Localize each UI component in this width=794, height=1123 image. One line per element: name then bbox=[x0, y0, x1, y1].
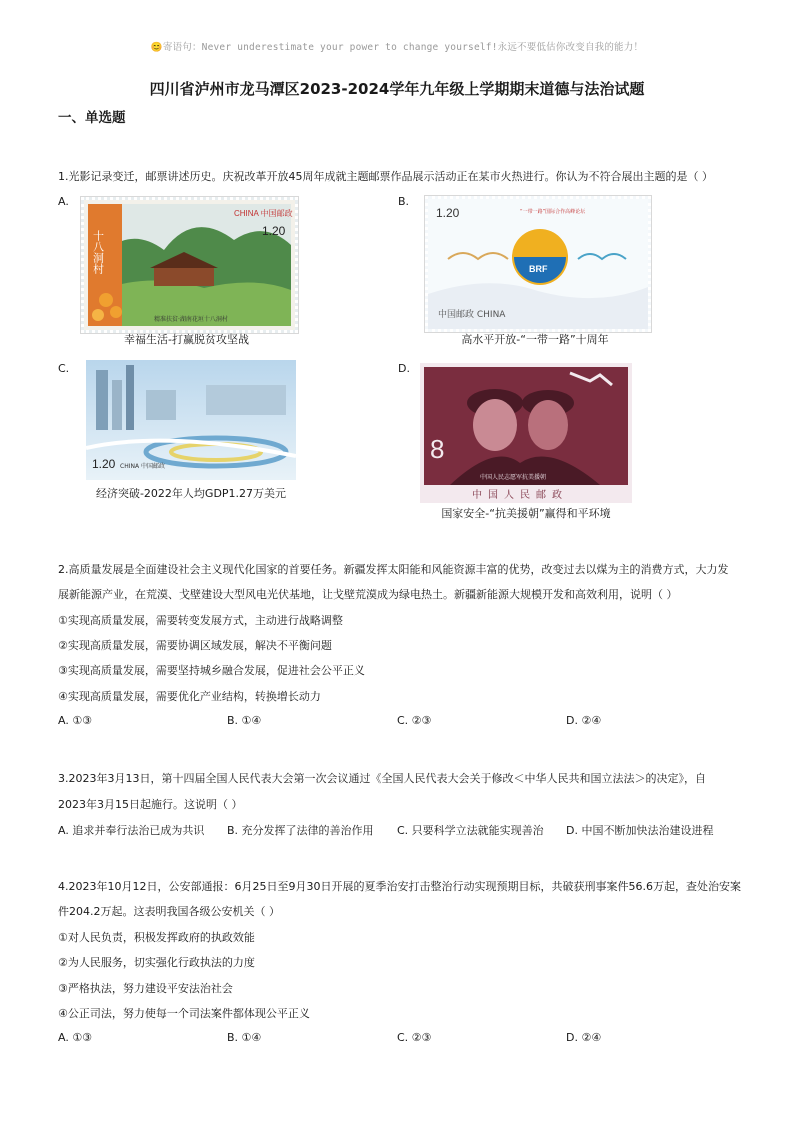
q3-choice-d[interactable]: D. 中国不断加快法治建设进程 bbox=[566, 824, 714, 837]
q2-choice-d[interactable]: D. ②④ bbox=[566, 714, 602, 727]
q1-option-b-label: B. bbox=[398, 195, 410, 208]
q4-item-1: ①对人民负责，积极发挥政府的执政效能 bbox=[58, 931, 255, 944]
stamp-b-logo-text: BRF bbox=[529, 264, 548, 274]
q1-option-d-caption: 国家安全-“抗美援朝”赢得和平环境 bbox=[441, 507, 611, 520]
q4-choice-c[interactable]: C. ②③ bbox=[397, 1031, 432, 1044]
question-3-stem-line-2: 2023年3月15日起施行。这说明（ ） bbox=[58, 798, 243, 811]
stamp-d-illustration bbox=[420, 363, 632, 503]
q1-option-c-label: C. bbox=[58, 362, 70, 375]
q3-choice-b[interactable]: B. 充分发挥了法律的善治作用 bbox=[227, 824, 374, 837]
q3-choice-c[interactable]: C. 只要科学立法就能实现善治 bbox=[397, 824, 544, 837]
question-3-stem-line-1: 3.2023年3月13日，第十四届全国人民代表大会第一次会议通过《全国人民代表大会关于修改＜中华人民共和国立法法＞的决定》，自 bbox=[58, 772, 706, 785]
q2-item-2: ②实现高质量发展，需要协调区域发展，解决不平衡问题 bbox=[58, 639, 332, 652]
q2-item-3: ③实现高质量发展，需要坚持城乡融合发展，促进社会公平正义 bbox=[58, 664, 365, 677]
q1-option-a-label: A. bbox=[58, 195, 69, 208]
stamp-c-country: CHINA 中国邮政 bbox=[120, 463, 165, 470]
stamp-a-illustration bbox=[84, 200, 295, 330]
stamp-b-illustration bbox=[428, 199, 648, 329]
q2-choice-c[interactable]: C. ②③ bbox=[397, 714, 432, 727]
stamp-b-value: 1.20 bbox=[436, 206, 460, 220]
q2-item-4: ④实现高质量发展，需要优化产业结构，转换增长动力 bbox=[58, 690, 321, 703]
stamp-b-country: 中国邮政 CHINA bbox=[438, 310, 506, 320]
question-2-stem-line-1: 2.高质量发展是全面建设社会主义现代化国家的首要任务。新疆发挥太阳能和风能资源丰富的优势，改变过去以煤为主的消费方式，大力发 bbox=[58, 563, 729, 576]
stamp-image-d bbox=[420, 363, 632, 503]
q1-option-d-label: D. bbox=[398, 362, 410, 375]
q4-choice-d[interactable]: D. ②④ bbox=[566, 1031, 602, 1044]
q4-choice-a[interactable]: A. ①③ bbox=[58, 1031, 93, 1044]
q3-choice-a[interactable]: A. 追求并奉行法治已成为共识 bbox=[58, 824, 205, 837]
q4-choice-b[interactable]: B. ①④ bbox=[227, 1031, 262, 1044]
stamp-d-country: 中国人民邮政 bbox=[472, 490, 568, 501]
stamp-c-value: 1.20 bbox=[92, 457, 116, 471]
q1-option-b-caption: 高水平开放-“一带一路”十周年 bbox=[461, 333, 609, 346]
stamp-a-country: CHINA 中国邮政 bbox=[234, 209, 293, 218]
question-4-stem-line-2: 件204.2万起。这表明我国各级公安机关（ ） bbox=[58, 905, 280, 918]
q1-option-c-caption: 经济突破-2022年人均GDP1.27万美元 bbox=[95, 487, 287, 500]
stamp-a-value: 1.20 bbox=[262, 224, 286, 238]
stamp-image-c bbox=[86, 360, 296, 480]
stamp-a-vertical-text: 十八洞村 bbox=[91, 230, 105, 274]
stamp-image-b bbox=[425, 196, 651, 332]
question-1-stem: 1.光影记录变迁，邮票讲述历史。庆祝改革开放45周年成就主题邮票作品展示活动正在某市火热进行。你认为不符合展出主题的是（ ） bbox=[58, 170, 713, 183]
question-4-stem-line-1: 4.2023年10月12日，公安部通报：6月25日至9月30日开展的夏季治安打击整治行动实现预期目标，共破获刑事案件56.6万起，查处治安案 bbox=[58, 880, 741, 893]
stamp-d-banner: 中国人民志愿军抗美援朝 bbox=[480, 474, 547, 481]
question-2-stem-line-2: 展新能源产业，在荒漠、戈壁建设大型风电光伏基地，让戈壁荒漠成为绿电热土。新疆新能源大规模开发和高效利用，说明（ ） bbox=[58, 588, 678, 601]
q2-item-1: ①实现高质量发展，需要转变发展方式，主动进行战略调整 bbox=[58, 614, 343, 627]
stamp-a-bottom-text: 精准扶贫·湖南花垣十八洞村 bbox=[154, 316, 228, 323]
stamp-b-top-text: “一带一路”国际合作高峰论坛 bbox=[520, 209, 586, 215]
q4-item-3: ③严格执法，努力建设平安法治社会 bbox=[58, 982, 233, 995]
q1-option-a-caption: 幸福生活-打赢脱贫攻坚战 bbox=[124, 333, 249, 346]
stamp-d-value: 8 bbox=[430, 434, 445, 464]
header-motto: 😊寄语句：Never underestimate your power to change yourself!永远不要低估你改变自我的能力！ bbox=[150, 42, 644, 53]
stamp-c-illustration bbox=[86, 360, 296, 480]
q4-item-4: ④公正司法，努力使每一个司法案件都体现公平正义 bbox=[58, 1007, 310, 1020]
stamp-image-a bbox=[81, 197, 298, 333]
q2-choice-a[interactable]: A. ①③ bbox=[58, 714, 93, 727]
page-title: 四川省泸州市龙马潭区2023-2024学年九年级上学期期末道德与法治试题 bbox=[149, 80, 645, 98]
q4-item-2: ②为人民服务，切实强化行政执法的力度 bbox=[58, 956, 255, 969]
section-heading: 一、单选题 bbox=[58, 110, 126, 126]
q2-choice-b[interactable]: B. ①④ bbox=[227, 714, 262, 727]
